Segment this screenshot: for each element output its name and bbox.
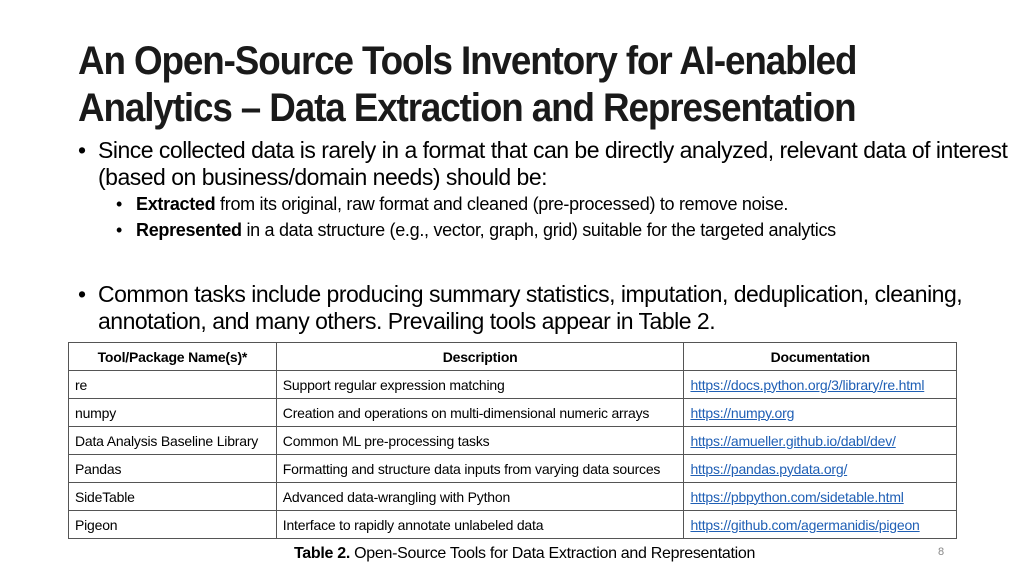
tool-description: Support regular expression matching: [276, 371, 684, 399]
sub-bullet-bold: Represented: [136, 220, 242, 240]
bullet-dot: •: [78, 281, 86, 307]
table-row: [69, 427, 957, 455]
documentation-link[interactable]: https://docs.python.org/3/library/re.html: [690, 376, 925, 393]
caption-label: Table 2.: [294, 545, 350, 562]
tools-table: [68, 342, 957, 539]
bullet-item: [78, 281, 1018, 335]
bullet-dot: •: [116, 194, 123, 214]
sub-bullet-item: [78, 217, 1018, 243]
column-header-name: Tool/Package Name(s)*: [69, 343, 277, 371]
sub-bullet-bold: Extracted: [136, 194, 216, 214]
documentation-link[interactable]: https://numpy.org: [690, 404, 795, 421]
tool-description: Formatting and structure data inputs from varying data sources: [276, 455, 684, 483]
tool-description: Advanced data-wrangling with Python: [276, 483, 684, 511]
caption-text: Open-Source Tools for Data Extraction and Representation: [350, 545, 756, 562]
slide-title: [78, 38, 934, 132]
documentation-link[interactable]: https://pbpython.com/sidetable.html: [690, 488, 904, 505]
documentation-link[interactable]: https://github.com/agermanidis/pigeon: [690, 516, 920, 533]
tool-description: Creation and operations on multi-dimensional numeric arrays: [276, 399, 684, 427]
slide-title-line-2: Analytics – Data Extraction and Representation: [78, 86, 856, 130]
table-row: [69, 455, 957, 483]
sub-bullet-text: from its original, raw format and cleaned (pre-processed) to remove noise.: [215, 194, 789, 214]
documentation-link[interactable]: https://pandas.pydata.org/: [690, 460, 848, 477]
sub-bullet-text: in a data structure (e.g., vector, graph, grid) suitable for the targeted analytics: [241, 220, 836, 240]
tool-name: Data Analysis Baseline Library: [69, 427, 277, 455]
table-row: [69, 399, 957, 427]
page-number: 8: [938, 546, 945, 558]
column-header-description: Description: [276, 343, 684, 371]
table-caption: [294, 545, 755, 563]
tool-description: Interface to rapidly annotate unlabeled data: [276, 511, 684, 539]
table-row: [69, 483, 957, 511]
tool-name: re: [69, 371, 277, 399]
sub-bullet-item: [78, 191, 1018, 217]
tool-name: Pigeon: [69, 511, 277, 539]
bullet-text: Since collected data is rarely in a format that can be directly analyzed, relevant data of interest (based on business/domain needs) should be:: [98, 137, 1008, 190]
bullet-text: Common tasks include producing summary statistics, imputation, deduplication, cleaning, annotation, and many others. Prevailing tools appear in Table 2.: [98, 281, 963, 334]
column-header-documentation: Documentation: [684, 343, 957, 371]
bullet-list: [78, 137, 1018, 335]
tool-description: Common ML pre-processing tasks: [276, 427, 684, 455]
table-row: [69, 371, 957, 399]
tool-name: SideTable: [69, 483, 277, 511]
table-row: [69, 511, 957, 539]
bullet-dot: •: [116, 220, 123, 240]
documentation-link[interactable]: https://amueller.github.io/dabl/dev/: [690, 432, 896, 449]
slide-title-line-1: An Open-Source Tools Inventory for AI-enabled: [78, 39, 857, 83]
bullet-item: [78, 137, 1018, 191]
tool-name: Pandas: [69, 455, 277, 483]
tool-name: numpy: [69, 399, 277, 427]
bullet-dot: •: [78, 137, 86, 163]
table-header-row: [69, 343, 957, 371]
